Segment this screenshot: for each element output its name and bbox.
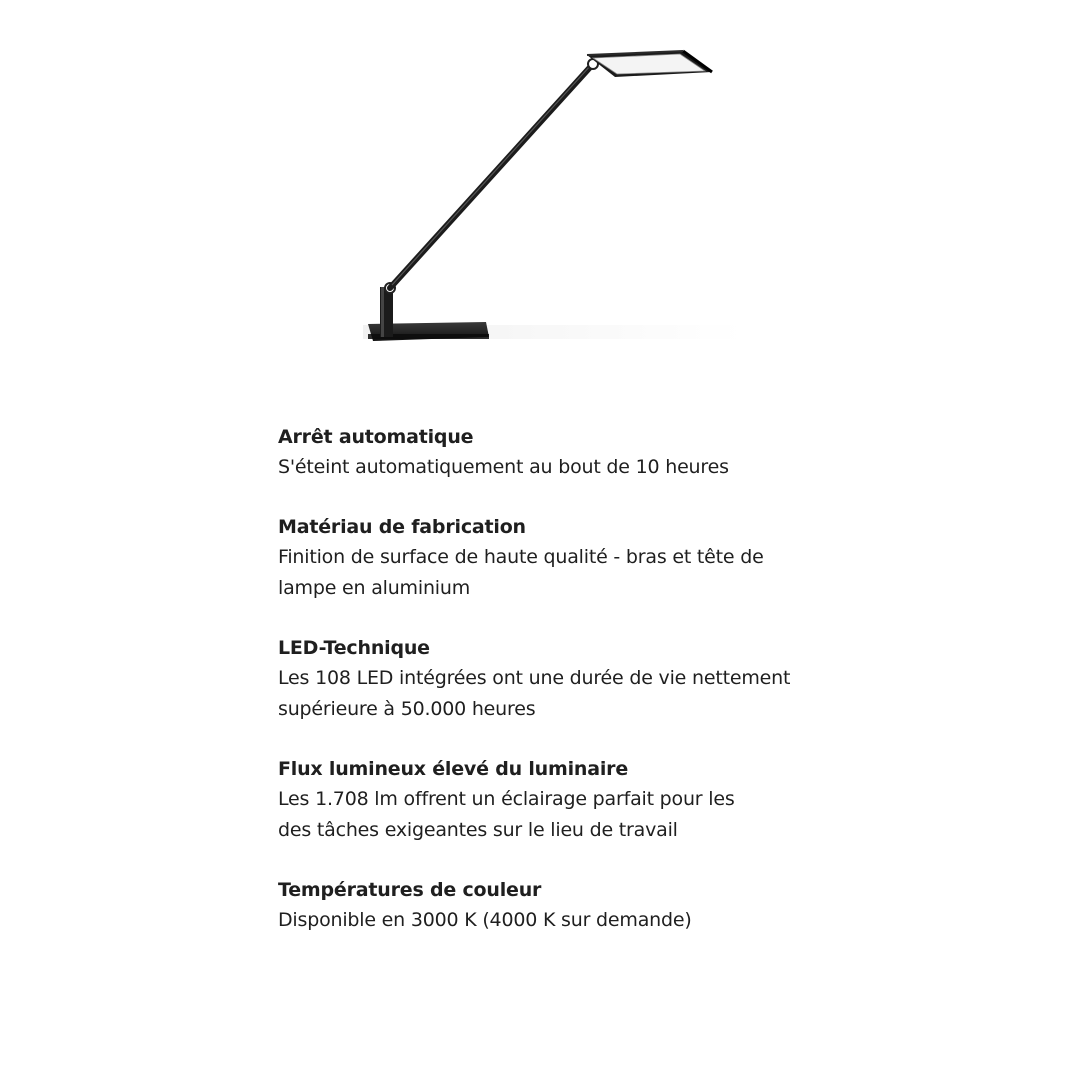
feature-auto-off — [278, 423, 838, 483]
desk-lamp-illustration — [343, 32, 743, 362]
feature-luminous-flux — [278, 755, 838, 846]
feature-material — [278, 513, 838, 604]
feature-title: Flux lumineux élevé du luminaire — [278, 758, 629, 780]
lamp-product-image — [343, 32, 743, 362]
feature-description: Finition de surface de haute qualité - bras et tête de lampe en aluminium — [278, 546, 764, 599]
feature-title: Températures de couleur — [278, 879, 542, 901]
feature-description: Disponible en 3000 K (4000 K sur demande) — [278, 909, 692, 931]
feature-description: Les 108 LED intégrées ont une durée de vie nettement supérieure à 50.000 heures — [278, 667, 791, 720]
feature-list — [278, 423, 838, 966]
feature-color-temperature — [278, 876, 838, 936]
feature-title: LED-Technique — [278, 637, 430, 659]
feature-description: Les 1.708 lm offrent un éclairage parfait pour les des tâches exigeantes sur le lieu de travail — [278, 788, 735, 841]
feature-led-technique — [278, 634, 838, 725]
feature-description: S'éteint automatiquement au bout de 10 heures — [278, 456, 729, 478]
feature-title: Arrêt automatique — [278, 426, 474, 448]
feature-title: Matériau de fabrication — [278, 516, 526, 538]
